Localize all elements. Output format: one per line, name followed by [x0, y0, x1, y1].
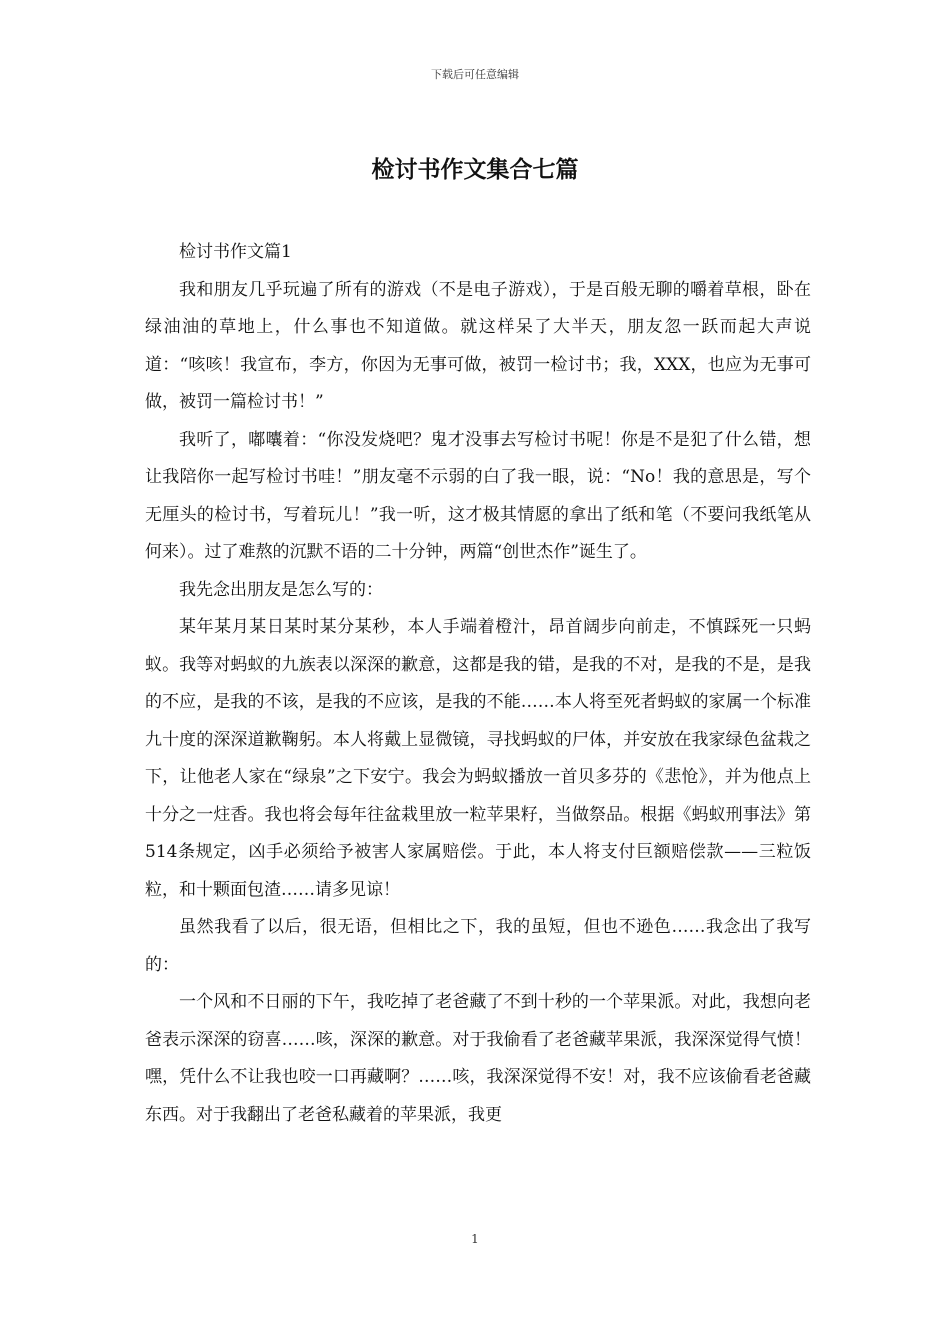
paragraph: 我和朋友几乎玩遍了所有的游戏（不是电子游戏），于是百般无聊的嚼着草根，卧在绿油油的草地上，什么事也不知道做。就这样呆了大半天，朋友忽一跃而起大声说道：“咳咳！我宣布，李方，你因为无事可做，被罚一检讨书；我，XXX，也应为无事可做，被罚一篇检讨书！”	[145, 279, 811, 412]
document-body	[145, 234, 811, 1134]
paragraph: 一个风和不日丽的下午，我吃掉了老爸藏了不到十秒的一个苹果派。对此，我想向老爸表示深深的窃喜……咳，深深的歉意。对于我偷看了老爸藏苹果派，我深深觉得气愤！嘿，凭什么不让我也咬一口再藏啊？……咳，我深深觉得不安！对，我不应该偷看老爸藏东西。对于我翻出了老爸私藏着的苹果派，我更	[145, 992, 811, 1125]
page-number: 1	[471, 1232, 479, 1246]
paragraph: 我听了，嘟囔着：“你没发烧吧？鬼才没事去写检讨书呢！你是不是犯了什么错，想让我陪你一起写检讨书哇！”朋友毫不示弱的白了我一眼，说：“No！我的意思是，写个无厘头的检讨书，写着玩儿！”我一听，这才极其情愿的拿出了纸和笔（不要问我纸笔从何来）。过了难熬的沉默不语的二十分钟，两篇“创世杰作”诞生了。	[145, 429, 811, 562]
paragraph: 某年某月某日某时某分某秒，本人手端着橙汁，昂首阔步向前走，不慎踩死一只蚂蚁。我等对蚂蚁的九族表以深深的歉意，这都是我的错，是我的不对，是我的不是，是我的不应，是我的不该，是我的不应该，是我的不能……本人将至死者蚂蚁的家属一个标准九十度的深深道歉鞠躬。本人将戴上显微镜，寻找蚂蚁的尸体，并安放在我家绿色盆栽之下，让他老人家在“绿泉”之下安宁。我会为蚂蚁播放一首贝多芬的《悲怆》，并为他点上十分之一炷香。我也将会每年往盆栽里放一粒苹果籽，当做祭品。根据《蚂蚁刑事法》第514条规定，凶手必须给予被害人家属赔偿。于此，本人将支付巨额赔偿款——三粒饭粒，和十颗面包渣……请多见谅！	[145, 617, 811, 900]
document-title: 检讨书作文集合七篇	[371, 156, 579, 183]
paragraph: 虽然我看了以后，很无语，但相比之下，我的虽短，但也不逊色……我念出了我写的：	[145, 917, 811, 975]
paragraph: 我先念出朋友是怎么写的：	[179, 579, 383, 600]
header-note: 下载后可任意编辑	[431, 68, 519, 81]
section-heading: 检讨书作文篇1	[179, 242, 292, 262]
